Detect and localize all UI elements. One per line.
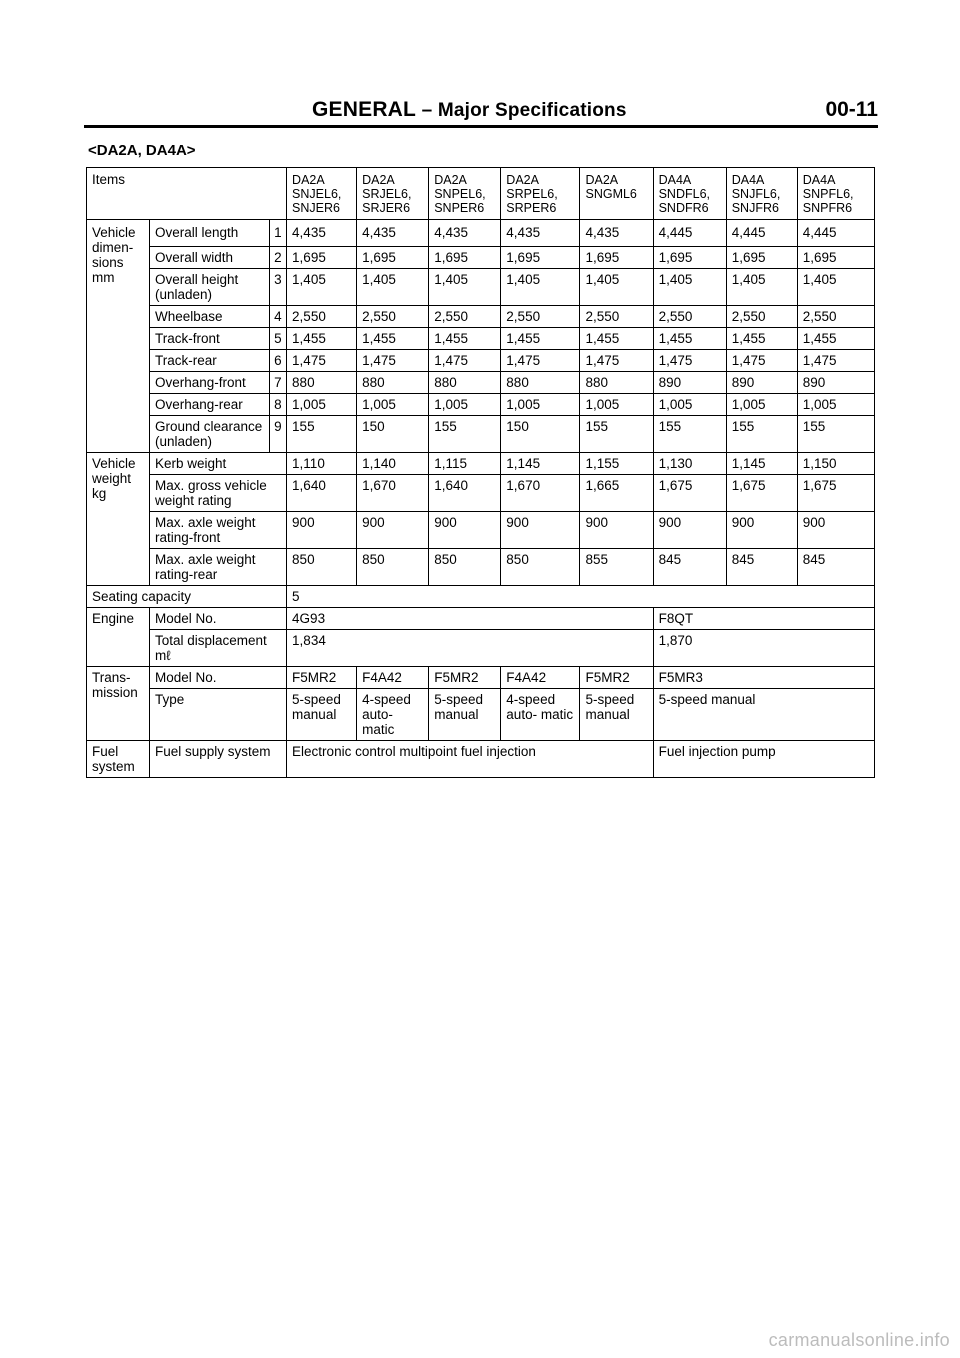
dimension-value: 2,550 (797, 306, 874, 328)
dimension-value: 1,695 (429, 247, 501, 269)
dimension-value: 890 (653, 372, 726, 394)
transmission-model: F4A42 (501, 667, 580, 689)
transmission-type-label: Type (149, 689, 286, 741)
weight-value: 900 (580, 512, 653, 549)
dimension-value: 1,695 (653, 247, 726, 269)
dimension-value: 4,435 (580, 220, 653, 247)
dimension-value: 1,455 (501, 328, 580, 350)
dimension-value: 1,005 (653, 394, 726, 416)
dimension-value: 1,455 (580, 328, 653, 350)
dimension-value: 1,455 (429, 328, 501, 350)
weight-name: Max. axle weight rating-rear (149, 549, 286, 586)
dimension-value: 1,695 (287, 247, 357, 269)
dimension-value: 155 (797, 416, 874, 453)
table-row (87, 586, 875, 608)
dimension-value: 1,005 (580, 394, 653, 416)
dimension-value: 1,455 (287, 328, 357, 350)
dimension-number: 8 (269, 394, 286, 416)
dimension-value: 880 (287, 372, 357, 394)
dimension-value: 880 (501, 372, 580, 394)
engine-model-b: F8QT (653, 608, 874, 630)
dimension-value: 1,005 (726, 394, 797, 416)
weight-group-label: Vehicle weight kg (87, 453, 150, 586)
weight-value: 1,670 (357, 475, 429, 512)
weight-value: 1,155 (580, 453, 653, 475)
header-section: Major Specifications (437, 100, 627, 121)
transmission-type: 4-speed auto- matic (357, 689, 429, 741)
models-caption: <DA2A, DA4A> (88, 142, 196, 159)
dimension-value: 4,445 (653, 220, 726, 247)
engine-label: Engine (87, 608, 150, 667)
dimension-value: 1,475 (287, 350, 357, 372)
model-column-header: DA4A SNJFL6, SNJFR6 (726, 168, 797, 220)
dimension-value: 4,435 (357, 220, 429, 247)
dimension-value: 2,550 (357, 306, 429, 328)
model-column-header: DA4A SNDFL6, SNDFR6 (653, 168, 726, 220)
header-general: GENERAL (312, 98, 417, 121)
dimension-name: Track-rear (149, 350, 269, 372)
weight-value: 900 (653, 512, 726, 549)
table-row (87, 741, 875, 778)
weight-value: 900 (797, 512, 874, 549)
table-row (87, 168, 875, 220)
table-row (87, 630, 875, 667)
engine-model-a: 4G93 (287, 608, 654, 630)
weight-name: Kerb weight (149, 453, 286, 475)
dimension-value: 1,405 (653, 269, 726, 306)
header-rule (84, 125, 878, 128)
model-column-header: DA2A SNGML6 (580, 168, 653, 220)
weight-value: 845 (797, 549, 874, 586)
page-number: 00-11 (825, 98, 878, 121)
header-dash: – (421, 100, 433, 121)
dimension-value: 2,550 (726, 306, 797, 328)
dimension-number: 3 (269, 269, 286, 306)
engine-displacement-a: 1,834 (287, 630, 654, 667)
table-row (87, 608, 875, 630)
weight-value: 1,145 (501, 453, 580, 475)
dimension-name: Overall length (149, 220, 269, 247)
dimension-number: 7 (269, 372, 286, 394)
transmission-type: 5-speed manual (287, 689, 357, 741)
dimension-value: 890 (797, 372, 874, 394)
dimension-value: 1,405 (429, 269, 501, 306)
table-row (87, 372, 875, 394)
dimension-value: 1,475 (580, 350, 653, 372)
dimension-value: 1,695 (357, 247, 429, 269)
dimension-value: 1,405 (287, 269, 357, 306)
weight-value: 1,640 (287, 475, 357, 512)
weight-name: Max. axle weight rating-front (149, 512, 286, 549)
dimension-value: 4,435 (429, 220, 501, 247)
dimension-value: 1,005 (429, 394, 501, 416)
weight-value: 1,150 (797, 453, 874, 475)
dimension-number: 6 (269, 350, 286, 372)
fuel-supply-a: Electronic control multipoint fuel injection (287, 741, 654, 778)
weight-value: 900 (726, 512, 797, 549)
dimension-value: 155 (580, 416, 653, 453)
dimensions-group-label: Vehicle dimen- sions mm (87, 220, 150, 453)
items-header: Items (87, 168, 287, 220)
weight-value: 1,675 (726, 475, 797, 512)
dimension-value: 150 (357, 416, 429, 453)
model-column-header: DA2A SNPEL6, SNPER6 (429, 168, 501, 220)
dimension-value: 1,005 (501, 394, 580, 416)
dimension-value: 1,405 (797, 269, 874, 306)
weight-value: 845 (726, 549, 797, 586)
dimension-value: 1,695 (797, 247, 874, 269)
dimension-name: Overhang-rear (149, 394, 269, 416)
dimension-value: 1,695 (580, 247, 653, 269)
dimension-value: 1,405 (501, 269, 580, 306)
dimension-number: 4 (269, 306, 286, 328)
table-row (87, 220, 875, 247)
weight-value: 1,640 (429, 475, 501, 512)
engine-displacement-label: Total displacement mℓ (149, 630, 286, 667)
dimension-value: 2,550 (501, 306, 580, 328)
engine-model-label: Model No. (149, 608, 286, 630)
weight-value: 855 (580, 549, 653, 586)
table-row (87, 306, 875, 328)
transmission-label: Trans- mission (87, 667, 150, 741)
dimension-value: 2,550 (287, 306, 357, 328)
table-row (87, 350, 875, 372)
dimension-name: Overhang-front (149, 372, 269, 394)
table-row (87, 247, 875, 269)
dimension-value: 4,435 (287, 220, 357, 247)
dimension-value: 1,005 (287, 394, 357, 416)
dimension-name: Wheelbase (149, 306, 269, 328)
header-title (312, 98, 627, 122)
weight-value: 900 (501, 512, 580, 549)
dimension-value: 1,455 (797, 328, 874, 350)
model-column-header: DA4A SNPFL6, SNPFR6 (797, 168, 874, 220)
page-header (0, 98, 960, 128)
transmission-type: 5-speed manual (580, 689, 653, 741)
transmission-model: F5MR2 (287, 667, 357, 689)
dimension-value: 1,475 (653, 350, 726, 372)
transmission-type: 4-speed auto- matic (501, 689, 580, 741)
dimension-value: 155 (726, 416, 797, 453)
dimension-value: 1,695 (726, 247, 797, 269)
table-row (87, 328, 875, 350)
dimension-value: 1,475 (429, 350, 501, 372)
fuel-label: Fuel system (87, 741, 150, 778)
dimension-value: 1,475 (726, 350, 797, 372)
weight-value: 1,670 (501, 475, 580, 512)
dimension-value: 880 (357, 372, 429, 394)
table-row (87, 475, 875, 512)
fuel-supply-b: Fuel injection pump (653, 741, 874, 778)
transmission-type: 5-speed manual (653, 689, 874, 741)
dimension-value: 150 (501, 416, 580, 453)
weight-value: 850 (357, 549, 429, 586)
dimension-value: 1,405 (726, 269, 797, 306)
dimension-number: 5 (269, 328, 286, 350)
table-row (87, 549, 875, 586)
transmission-model: F4A42 (357, 667, 429, 689)
dimension-value: 2,550 (580, 306, 653, 328)
dimension-value: 1,455 (357, 328, 429, 350)
fuel-supply-label: Fuel supply system (149, 741, 286, 778)
dimension-value: 155 (287, 416, 357, 453)
model-column-header: DA2A SNJEL6, SNJER6 (287, 168, 357, 220)
dimension-value: 1,475 (501, 350, 580, 372)
dimension-number: 2 (269, 247, 286, 269)
dimension-value: 2,550 (653, 306, 726, 328)
dimension-value: 1,475 (357, 350, 429, 372)
dimension-value: 1,455 (726, 328, 797, 350)
model-column-header: DA2A SRPEL6, SRPER6 (501, 168, 580, 220)
dimension-value: 1,475 (797, 350, 874, 372)
dimension-name: Track-front (149, 328, 269, 350)
weight-value: 1,115 (429, 453, 501, 475)
engine-displacement-b: 1,870 (653, 630, 874, 667)
spec-table (86, 167, 875, 778)
transmission-model: F5MR2 (580, 667, 653, 689)
seating-value: 5 (287, 586, 875, 608)
dimension-value: 1,455 (653, 328, 726, 350)
weight-value: 850 (287, 549, 357, 586)
dimension-name: Overall width (149, 247, 269, 269)
weight-value: 845 (653, 549, 726, 586)
table-row (87, 269, 875, 306)
seating-label: Seating capacity (87, 586, 287, 608)
table-row (87, 453, 875, 475)
weight-name: Max. gross vehicle weight rating (149, 475, 286, 512)
model-column-header: DA2A SRJEL6, SRJER6 (357, 168, 429, 220)
dimension-value: 155 (653, 416, 726, 453)
table-row (87, 689, 875, 741)
transmission-model-label: Model No. (149, 667, 286, 689)
weight-value: 1,675 (797, 475, 874, 512)
dimension-value: 4,435 (501, 220, 580, 247)
dimension-value: 1,405 (357, 269, 429, 306)
table-row (87, 394, 875, 416)
dimension-value: 1,005 (797, 394, 874, 416)
transmission-model: F5MR2 (429, 667, 501, 689)
dimension-value: 1,405 (580, 269, 653, 306)
weight-value: 900 (287, 512, 357, 549)
dimension-value: 880 (429, 372, 501, 394)
dimension-number: 1 (269, 220, 286, 247)
weight-value: 850 (429, 549, 501, 586)
table-row (87, 512, 875, 549)
weight-value: 1,130 (653, 453, 726, 475)
dimension-value: 1,695 (501, 247, 580, 269)
weight-value: 1,110 (287, 453, 357, 475)
table-row (87, 667, 875, 689)
dimension-value: 2,550 (429, 306, 501, 328)
dimension-value: 155 (429, 416, 501, 453)
dimension-name: Ground clearance (unladen) (149, 416, 269, 453)
weight-value: 900 (429, 512, 501, 549)
weight-value: 900 (357, 512, 429, 549)
watermark: carmanualsonline.info (768, 1330, 950, 1350)
dimension-number: 9 (269, 416, 286, 453)
dimension-value: 4,445 (726, 220, 797, 247)
transmission-model: F5MR3 (653, 667, 874, 689)
weight-value: 1,140 (357, 453, 429, 475)
weight-value: 850 (501, 549, 580, 586)
dimension-value: 4,445 (797, 220, 874, 247)
transmission-type: 5-speed manual (429, 689, 501, 741)
dimension-value: 1,005 (357, 394, 429, 416)
table-row (87, 416, 875, 453)
weight-value: 1,675 (653, 475, 726, 512)
weight-value: 1,145 (726, 453, 797, 475)
dimension-value: 890 (726, 372, 797, 394)
weight-value: 1,665 (580, 475, 653, 512)
dimension-value: 880 (580, 372, 653, 394)
dimension-name: Overall height (unladen) (149, 269, 269, 306)
